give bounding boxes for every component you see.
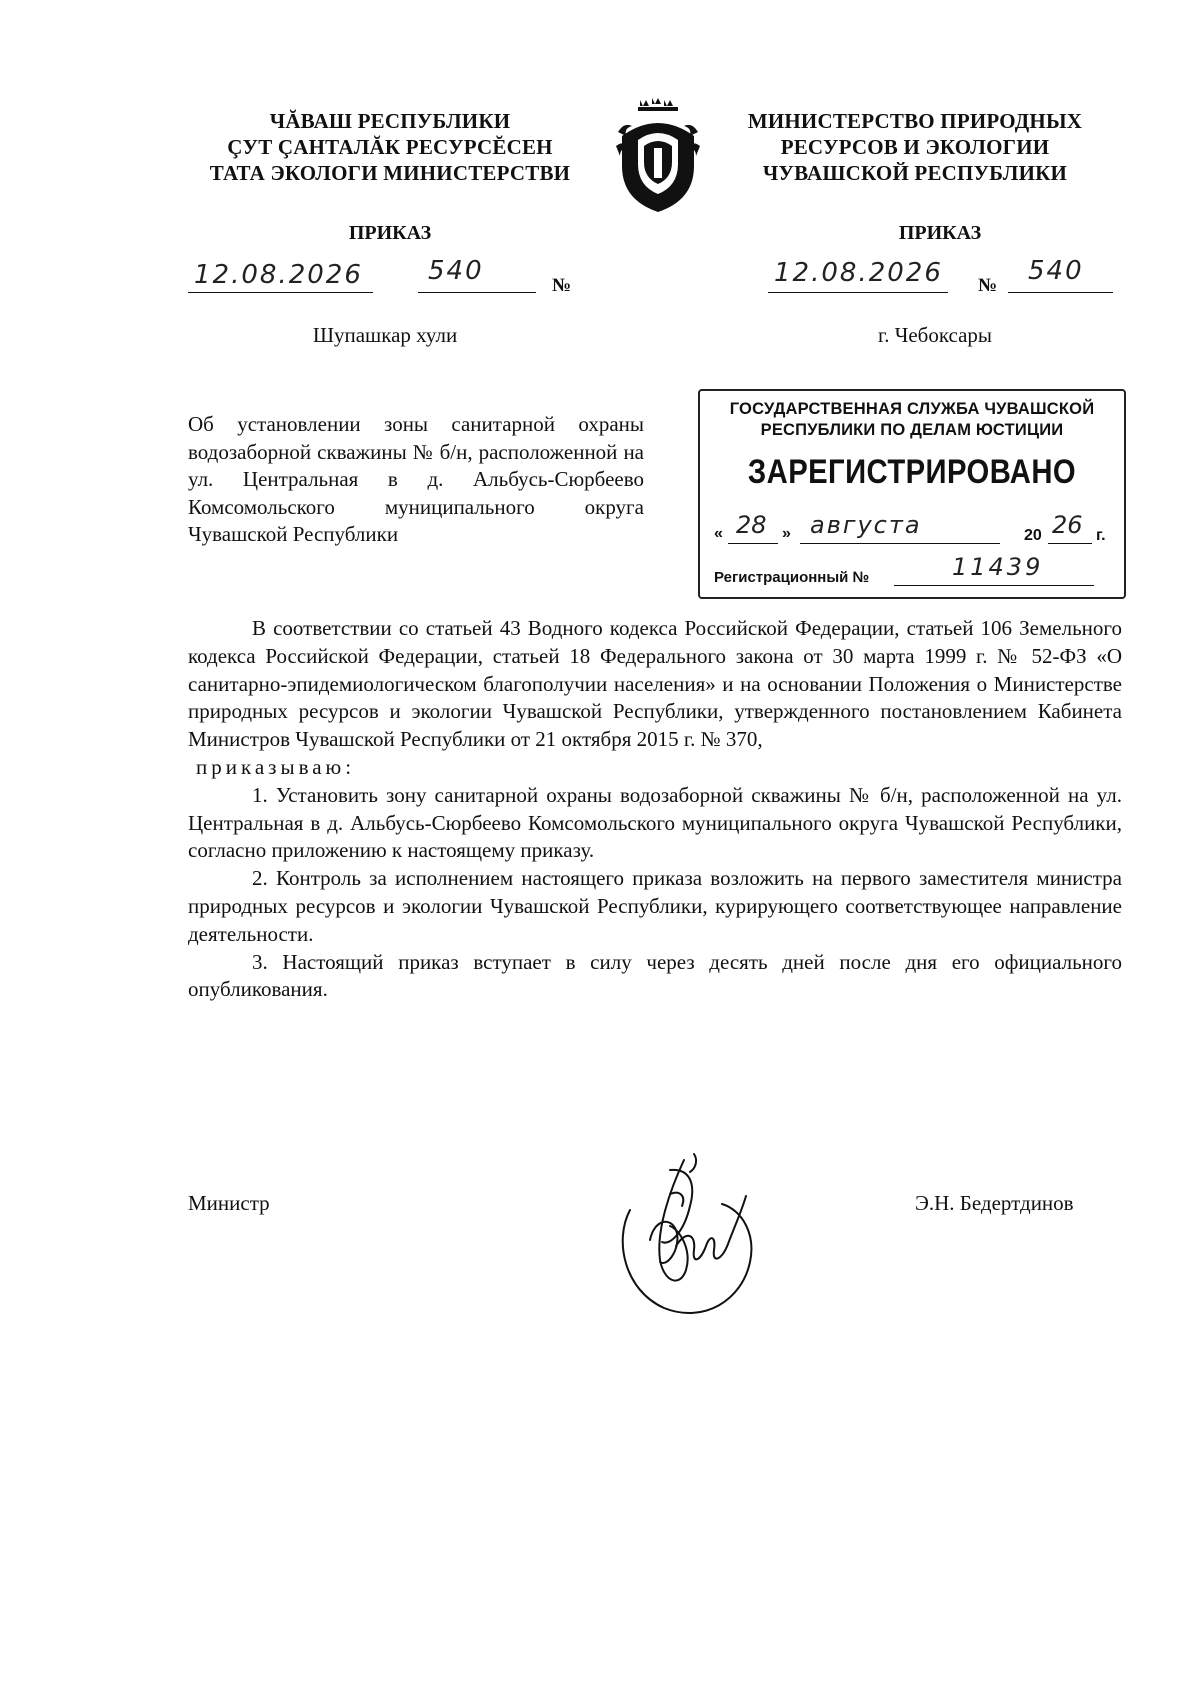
order-item-2: 2. Контроль за исполнением настоящего приказа возложить на первого заместителя министра природных ресурсов и экологии Чувашской Республики, курирующего соответствующее направление деятельности. bbox=[188, 866, 1122, 946]
coat-of-arms-emblem bbox=[612, 96, 704, 216]
right-number-sign: № bbox=[978, 275, 998, 296]
right-date: 12.08.2026 bbox=[774, 258, 943, 288]
stamp-open-quote: « bbox=[714, 525, 723, 542]
order-subject: Об установлении зоны санитарной охраны водозаборной скважины № б/н, расположенной на ул. Центральная в д. Альбусь-Сюрбеево Комсомольского муниципального округа Чувашской Республики bbox=[188, 412, 644, 546]
header-right-line-3: ЧУВАШСКОЙ РЕСПУБЛИКИ bbox=[762, 161, 1068, 185]
left-number-line bbox=[418, 256, 536, 293]
stamp-reg-line bbox=[894, 553, 1094, 586]
stamp-month-line bbox=[800, 511, 1000, 544]
registration-stamp bbox=[698, 389, 1126, 599]
stamp-year-suffix: 26 bbox=[1052, 511, 1083, 539]
stamp-reg-label: Регистрационный № bbox=[714, 569, 870, 586]
left-date-line bbox=[188, 262, 373, 293]
stamp-year-line bbox=[1048, 511, 1092, 544]
header-right-line-2: РЕСУРСОВ И ЭКОЛОГИИ bbox=[780, 135, 1050, 159]
order-body bbox=[188, 615, 1122, 1004]
right-number: 540 bbox=[1028, 256, 1084, 286]
header-right bbox=[720, 108, 1110, 186]
stamp-date-row bbox=[714, 511, 1114, 549]
signatory-name: Э.Н. Бедертдинов bbox=[915, 1191, 1074, 1215]
stamp-year-g: г. bbox=[1096, 527, 1106, 544]
order-item-3: 3. Настоящий приказ вступает в силу через десять дней после дня его официального опубликования. bbox=[188, 949, 1122, 1002]
stamp-year-prefix: 20 bbox=[1024, 527, 1042, 544]
right-number-line bbox=[1008, 256, 1113, 293]
header-left bbox=[190, 108, 590, 186]
right-date-line bbox=[768, 258, 948, 293]
stamp-line-2: РЕСПУБЛИКИ ПО ДЕЛАМ ЮСТИЦИИ bbox=[760, 421, 1064, 439]
header-right-line-1: МИНИСТЕРСТВО ПРИРОДНЫХ bbox=[747, 109, 1083, 133]
stamp-line-1: ГОСУДАРСТВЕННАЯ СЛУЖБА ЧУВАШСКОЙ bbox=[729, 400, 1095, 418]
stamp-close-quote: » bbox=[782, 525, 791, 542]
city-left: Шупашкар хули bbox=[312, 323, 458, 347]
left-date: 12.08.2026 bbox=[194, 260, 363, 290]
header-left-line-3: ТАТА ЭКОЛОГИ МИНИСТЕРСТВИ bbox=[209, 161, 571, 185]
stamp-reg-number: 11439 bbox=[952, 553, 1044, 581]
stamp-day: 28 bbox=[736, 511, 767, 539]
city-right: г. Чебоксары bbox=[877, 323, 993, 347]
left-number: 540 bbox=[428, 256, 484, 286]
stamp-reg-row bbox=[714, 553, 1114, 589]
signatory-position: Министр bbox=[188, 1191, 270, 1215]
order-title-left: ПРИКАЗ bbox=[348, 222, 432, 244]
left-number-sign: № bbox=[552, 275, 572, 296]
header-left-line-1: ЧĂВАШ РЕСПУБЛИКИ bbox=[269, 109, 511, 133]
order-word: приказываю: bbox=[196, 754, 356, 779]
stamp-day-line bbox=[728, 511, 778, 544]
handwritten-signature bbox=[610, 1150, 770, 1315]
stamp-month: августа bbox=[810, 511, 922, 539]
preamble-paragraph: В соответствии со статьей 43 Водного кодекса Российской Федерации, статьей 106 Земельного кодекса Российской Федерации, статьей 18 Федерального закона от 30 марта 1999 г. № 52-ФЗ «О санитарно-эпидемиологическом благополучии населения» и на основании Положения о Министерстве природных ресурсов и экологии Чувашской Республики, утвержденного постановлением Кабинета Министров Чувашской Республики от 21 октября 2015 г. № 370, bbox=[188, 616, 1122, 752]
order-item-1: 1. Установить зону санитарной охраны водозаборной скважины № б/н, расположенной на ул. Центральная в д. Альбусь-Сюрбеево Комсомольского муниципального округа Чувашской Республики, согласно приложению к настоящему приказу. bbox=[188, 782, 1122, 863]
header-left-line-2: ÇУТ ÇАНТАЛĂК РЕСУРСĔСЕН bbox=[227, 135, 553, 159]
stamp-registered: ЗАРЕГИСТРИРОВАНО bbox=[747, 453, 1077, 491]
order-title-right: ПРИКАЗ bbox=[898, 222, 982, 244]
